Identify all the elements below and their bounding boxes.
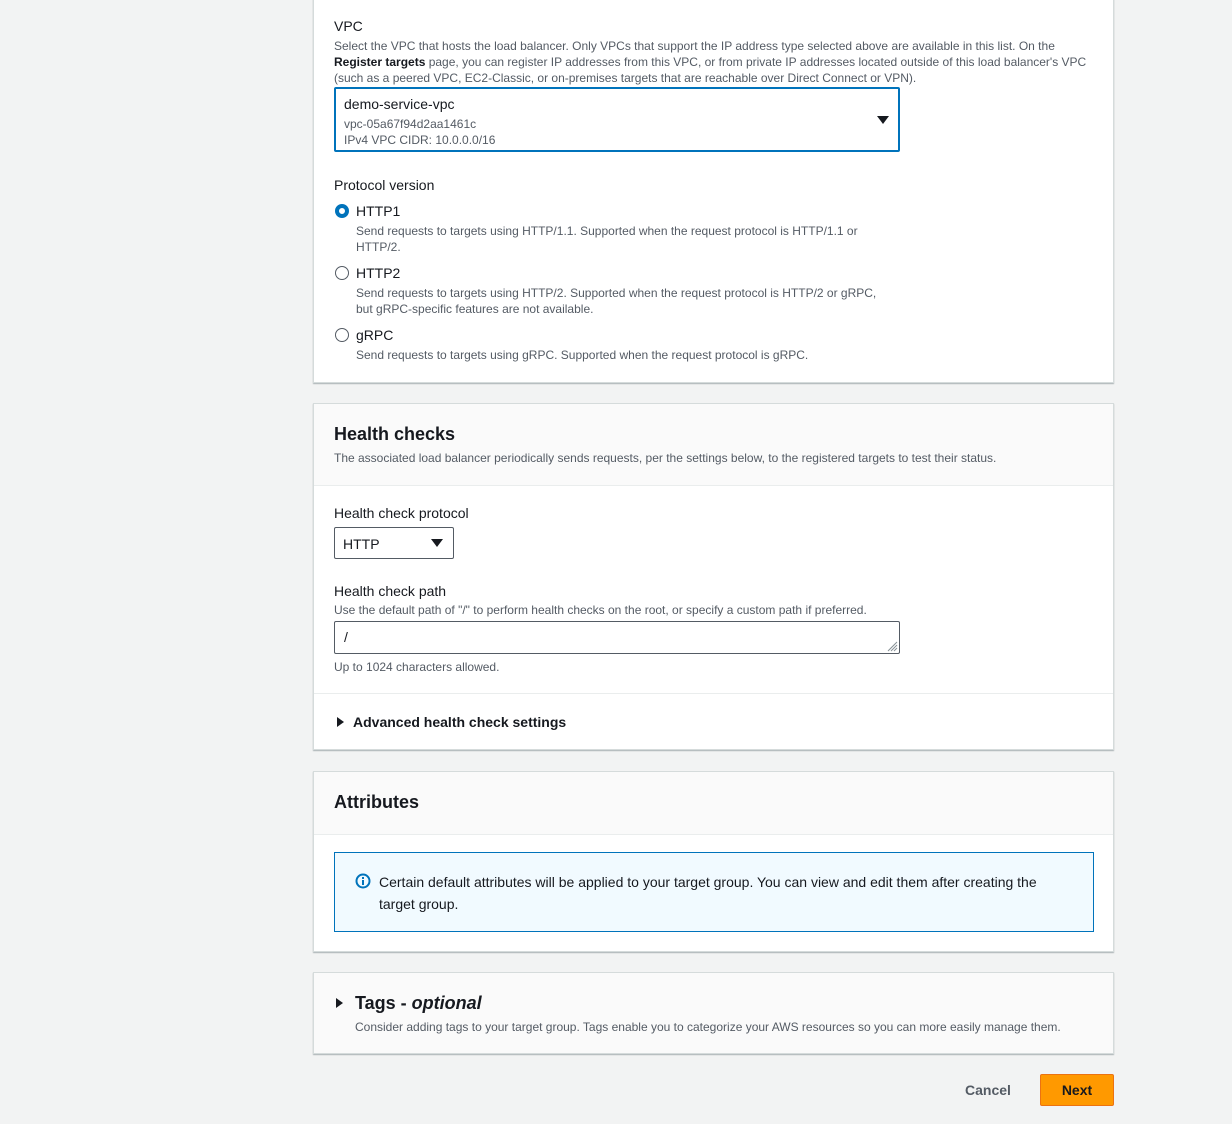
health-check-path-description: Use the default path of "/" to perform health checks on the root, or specify a custom path if preferred. [334, 603, 867, 617]
health-check-path-value: / [344, 629, 348, 645]
radio-http2[interactable] [335, 266, 349, 280]
caret-down-icon [877, 116, 889, 124]
attributes-info-text [379, 871, 1079, 915]
resize-handle-icon[interactable] [886, 640, 898, 652]
register-targets-text: Register targets [334, 55, 426, 69]
radio-http1[interactable] [335, 204, 349, 218]
target-group-details-panel [313, 0, 1114, 383]
attributes-header [314, 772, 1113, 835]
vpc-description-line1: Select the VPC that hosts the load balancer. Only VPCs that support the IP address type selected above are available in this list. On the [334, 39, 1055, 53]
advanced-health-check-settings-label: Advanced health check settings [353, 714, 567, 730]
health-check-protocol-select[interactable] [334, 527, 454, 559]
radio-grpc[interactable] [335, 328, 349, 342]
radio-http1-description [356, 223, 916, 255]
radio-http2-desc-line1: Send requests to targets using HTTP/2. Supported when the request protocol is HTTP/2 or gRPC, [356, 286, 877, 300]
vpc-description-line2-rest: page, you can register IP addresses from this VPC, or from private IP addresses located outside of this load balancer's VPC [425, 55, 1087, 69]
caret-down-icon [431, 539, 443, 547]
radio-grpc-desc-line1: Send requests to targets using gRPC. Supported when the request protocol is gRPC. [356, 348, 809, 362]
vpc-selected-cidr: IPv4 VPC CIDR: 10.0.0.0/16 [344, 133, 496, 147]
info-icon [355, 873, 371, 889]
health-checks-description: The associated load balancer periodically sends requests, per the settings below, to the registered targets to test their status. [334, 451, 997, 465]
radio-http1-label[interactable]: HTTP1 [356, 203, 401, 219]
vpc-selected-name: demo-service-vpc [344, 96, 455, 112]
tags-expand-toggle[interactable] [334, 993, 534, 1015]
radio-http2-description [356, 285, 916, 317]
tags-title-optional: optional [411, 993, 482, 1013]
advanced-settings-divider [314, 693, 1113, 694]
radio-http2-desc-line2: but gRPC-specific features are not available. [356, 302, 594, 316]
health-checks-header [314, 404, 1113, 486]
health-check-path-label: Health check path [334, 583, 447, 599]
tags-description: Consider adding tags to your target group. Tags enable you to categorize your AWS resources so you can more easily manage them. [355, 1020, 1061, 1034]
advanced-health-check-settings-toggle[interactable] [334, 712, 594, 732]
radio-grpc-description [356, 347, 916, 363]
attributes-info-line1: Certain default attributes will be applied to your target group. You can view and edit them after creating the [379, 874, 1037, 890]
attributes-panel [313, 771, 1114, 952]
tags-title [355, 993, 482, 1014]
health-checks-title: Health checks [334, 424, 456, 444]
radio-http1-desc-line2: HTTP/2. [356, 240, 401, 254]
attributes-info-alert [334, 852, 1094, 932]
tags-title-text: Tags - [355, 993, 412, 1013]
caret-right-icon [336, 998, 343, 1008]
next-button[interactable]: Next [1040, 1074, 1114, 1106]
health-checks-panel [313, 403, 1114, 750]
vpc-selected-id: vpc-05a67f94d2aa1461c [344, 117, 477, 131]
vpc-description [334, 38, 1104, 86]
cancel-button[interactable]: Cancel [965, 1082, 1011, 1098]
radio-http1-desc-line1: Send requests to targets using HTTP/1.1. Supported when the request protocol is HTTP/1.1 or [356, 224, 858, 238]
health-check-protocol-value: HTTP [343, 536, 380, 552]
vpc-select[interactable] [334, 87, 900, 152]
radio-http2-label[interactable]: HTTP2 [356, 265, 401, 281]
radio-grpc-label[interactable]: gRPC [356, 327, 394, 343]
vpc-description-line3: (such as a peered VPC, EC2-Classic, or on-premises targets that are reachable over Direct Connect or VPN). [334, 71, 917, 85]
attributes-title: Attributes [334, 792, 419, 812]
health-check-path-constraint: Up to 1024 characters allowed. [334, 660, 500, 674]
vpc-label: VPC [334, 18, 363, 34]
vpc-description-line2 [334, 54, 1104, 70]
health-check-protocol-label: Health check protocol [334, 505, 469, 521]
caret-right-icon [337, 717, 344, 727]
protocol-version-label: Protocol version [334, 177, 435, 193]
tags-panel [313, 972, 1114, 1054]
health-check-path-input[interactable] [334, 621, 900, 654]
attributes-info-line2: target group. [379, 896, 459, 912]
